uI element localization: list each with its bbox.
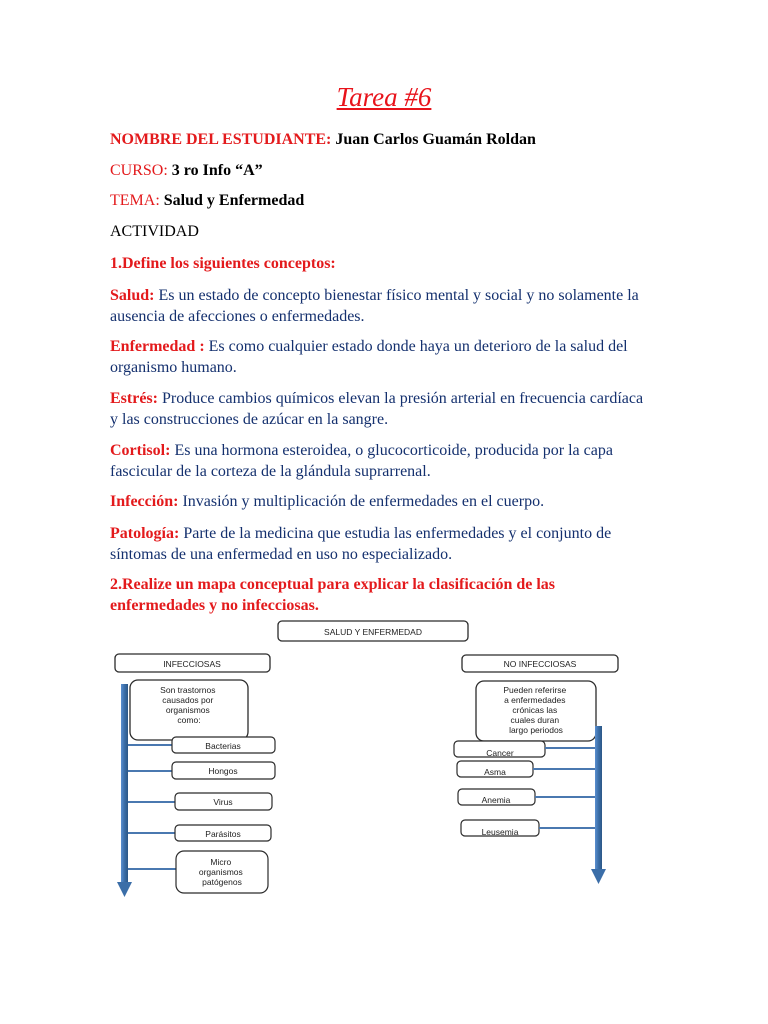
map-right-item: Leusemia — [481, 827, 519, 837]
definition-term: Estrés: — [110, 390, 158, 407]
definition-infeccion — [110, 491, 650, 512]
definition-text: Es como cualquier estado donde haya un deterioro de la salud del organismo humano. — [110, 338, 628, 376]
map-right-item: Cancer — [486, 748, 514, 758]
map-right-description — [503, 685, 568, 735]
concept-map — [100, 614, 630, 904]
map-left-branch — [115, 654, 275, 897]
map-right-arrow-shaft — [595, 726, 602, 871]
topic-label: TEMA: — [110, 192, 160, 209]
map-left-desc-line: organismos — [165, 705, 210, 715]
definition-cortisol — [110, 440, 650, 482]
map-left-desc-line: como: — [177, 715, 201, 725]
map-left-micro-line: patógenos — [202, 877, 242, 887]
topic-line — [110, 192, 304, 210]
student-line — [110, 131, 536, 149]
definition-text: Produce cambios químicos elevan la presión arterial en frecuencia cardíaca y las construcciones de azúcar en la sangre. — [110, 390, 644, 428]
map-root-label: SALUD Y ENFERMEDAD — [324, 627, 422, 637]
activity-heading: ACTIVIDAD — [110, 223, 199, 240]
definition-text: Es una hormona esteroidea, o glucocorticoide, producida por la capa fascicular de la corteza de la glándula suprarrenal. — [110, 442, 613, 480]
map-right-desc-line: crónicas las — [512, 705, 558, 715]
map-right-branch — [454, 655, 618, 884]
definition-text: Es un estado de concepto bienestar físico mental y social y no solamente la ausencia de afecciones o enfermedades. — [110, 287, 639, 325]
course-value: 3 ro Info “A” — [171, 162, 263, 179]
definition-enfermedad — [110, 336, 650, 378]
course-label: CURSO: — [110, 162, 168, 179]
definition-term: Enfermedad : — [110, 338, 205, 355]
definition-patologia — [110, 523, 650, 565]
student-label: NOMBRE DEL ESTUDIANTE: — [110, 131, 332, 148]
definition-term: Cortisol: — [110, 442, 171, 459]
map-right-desc-line: Pueden referirse — [503, 685, 567, 695]
definition-estres — [110, 388, 650, 430]
map-left-desc-line: Son trastornos — [160, 685, 216, 695]
definition-term: Patología: — [110, 525, 180, 542]
map-left-item: Virus — [213, 797, 233, 807]
definition-text: Parte de la medicina que estudia las enfermedades y el conjunto de síntomas de una enfermedad en uso no especializado. — [110, 525, 612, 563]
map-left-item: Bacterias — [205, 741, 241, 751]
map-right-desc-line: cuales duran — [510, 715, 560, 725]
document-title: Tarea #6 — [336, 82, 432, 112]
course-line — [110, 162, 263, 180]
map-root-node — [278, 621, 468, 641]
map-right-item: Asma — [484, 767, 506, 777]
map-left-micro-line: organismos — [198, 867, 243, 877]
definition-term: Salud: — [110, 287, 155, 304]
definition-text: Invasión y multiplicación de enfermedades en el cuerpo. — [182, 493, 545, 510]
topic-value: Salud y Enfermedad — [163, 192, 305, 209]
map-left-item: Parásitos — [205, 829, 241, 839]
student-name: Juan Carlos Guamán Roldan — [335, 131, 536, 148]
map-left-item: Hongos — [208, 766, 238, 776]
map-left-desc-line: causados por — [162, 695, 214, 705]
definition-salud — [110, 285, 650, 327]
map-right-desc-line: a enfermedades — [504, 695, 566, 705]
map-left-arrow-head — [117, 882, 132, 897]
map-left-title: INFECCIOSAS — [163, 659, 221, 669]
map-left-arrow-shaft — [121, 684, 128, 884]
map-right-title: NO INFECCIOSAS — [503, 659, 577, 669]
map-left-micro-line: Micro — [210, 857, 232, 867]
question-1: 1.Define los siguientes conceptos: — [110, 255, 336, 272]
question-2: 2.Realize un mapa conceptual para explicar la clasificación de las enfermedades y no infecciosas. — [110, 576, 556, 614]
map-right-arrow-head — [591, 869, 606, 884]
map-right-item: Anemia — [481, 795, 511, 805]
map-right-desc-line: largo periodos — [509, 725, 563, 735]
definition-term: Infección: — [110, 493, 179, 510]
